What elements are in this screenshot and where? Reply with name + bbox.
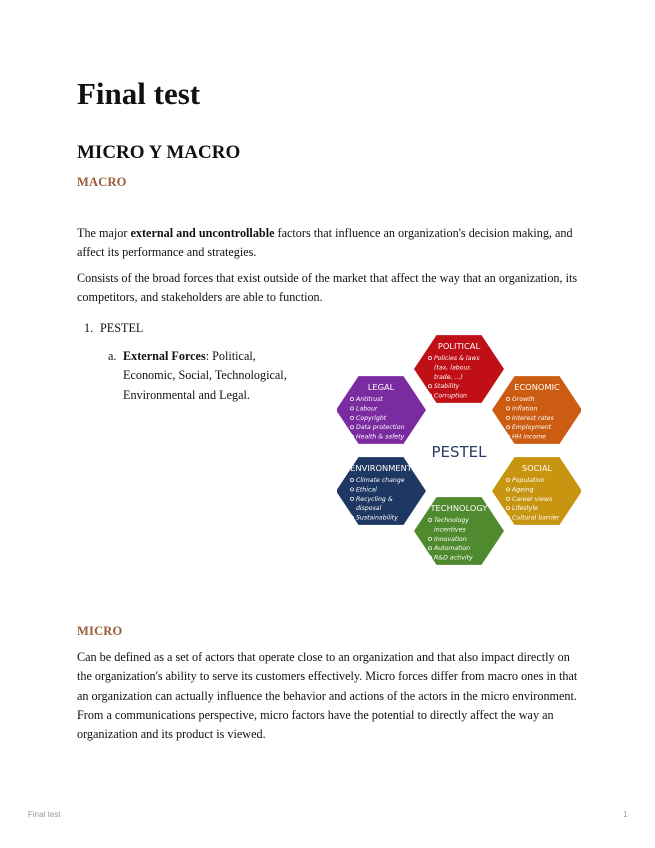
pestel-item-social: Career views xyxy=(512,495,553,503)
pestel-item-political: trade, ...) xyxy=(434,373,463,381)
macro-p1-text: The major xyxy=(77,226,131,240)
macro-p1-text-end: factors that influence an organization's decision making, and affect its performance and strategies. xyxy=(77,226,573,260)
list-item-text: PESTEL xyxy=(100,321,144,335)
pestel-item-technology: R&D activity xyxy=(434,554,473,562)
pestel-hex-title-technology: TECHNOLOGY xyxy=(430,503,488,513)
pestel-item-legal: Health & safety xyxy=(356,433,405,441)
pestel-hex-technology xyxy=(414,497,504,565)
bullet-icon xyxy=(350,516,353,519)
footer-title: Final test xyxy=(28,810,61,819)
section-title: MICRO Y MACRO xyxy=(77,142,241,163)
pestel-item-social: Lifestyle xyxy=(512,505,538,513)
pestel-item-legal: Data protection xyxy=(356,424,405,432)
pestel-hex-title-social: SOCIAL xyxy=(521,463,553,473)
pestel-item-political: Policies & laws xyxy=(434,355,480,362)
list-number: 1. xyxy=(84,321,94,335)
sublist-text xyxy=(108,347,303,405)
macro-heading: MACRO xyxy=(77,175,127,189)
macro-paragraph-1 xyxy=(77,224,587,263)
macro-p1-bold: external and uncontrollable xyxy=(130,226,275,240)
pestel-item-economic: HH income xyxy=(512,433,546,441)
pestel-hex-title-economic: ECONOMIC xyxy=(514,382,560,392)
micro-paragraph: Can be defined as a set of actors that operate close to an organization and that also impact directly on the organization's ability to serve its customers effectively. Micro forces differ from macro ones in that an organization can actually influence the behavior and actions of the actors in the micro environment. From a communications perspective, micro factors have the potential to directly affect the way an organization and its product is viewed. xyxy=(77,650,578,742)
sublist-bold: External Forces xyxy=(123,349,206,363)
pestel-item-legal: Labour xyxy=(356,405,378,413)
sublist-rest: : Political, Economic, Social, Technological, Environmental and Legal. xyxy=(123,349,287,402)
pestel-item-economic: Growth xyxy=(512,396,535,403)
list-item-pestel xyxy=(84,319,143,338)
bullet-icon xyxy=(350,435,353,438)
pestel-item-social: Ageing xyxy=(512,486,534,494)
macro-paragraph-2: Consists of the broad forces that exist outside of the market that affect the way that an organization, its competitors, and stakeholders are able to function. xyxy=(77,271,578,305)
pestel-item-environment: Sustainability xyxy=(356,514,398,522)
pestel-item-technology: Innovation xyxy=(434,535,467,543)
pestel-item-technology: Technology xyxy=(434,517,469,524)
pestel-hex-title-political: POLITICAL xyxy=(437,341,481,351)
bullet-icon xyxy=(506,435,509,438)
pestel-item-environment: Climate change xyxy=(356,477,405,484)
pestel-hex-title-environment: ENVIRONMENT xyxy=(350,463,412,473)
pestel-hex-legal xyxy=(337,376,426,444)
pestel-center-label: PESTEL xyxy=(431,443,487,461)
pestel-item-social: Population xyxy=(512,477,545,484)
pestel-item-environment: Ethical xyxy=(356,486,377,494)
sublist-item-external-forces xyxy=(108,347,303,405)
pestel-item-environment: Recycling & xyxy=(356,495,393,503)
document-title: Final test xyxy=(77,76,201,111)
micro-heading: MICRO xyxy=(77,624,123,638)
pestel-item-legal: Antitrust xyxy=(356,396,383,403)
pestel-item-political: Corruption xyxy=(434,392,467,400)
bullet-icon xyxy=(506,516,509,519)
pestel-hex-environment xyxy=(337,457,426,525)
bullet-icon xyxy=(428,556,431,559)
pestel-hex-economic xyxy=(492,376,581,444)
pestel-hex-social xyxy=(492,457,581,525)
pestel-item-political: Stability xyxy=(434,383,460,391)
pestel-item-legal: Copyright xyxy=(356,414,387,422)
pestel-item-social: Cultural barrier xyxy=(512,514,560,522)
pestel-item-technology: incentives xyxy=(434,526,466,534)
footer-page-number: 1 xyxy=(623,810,628,819)
pestel-item-economic: Interest rates xyxy=(512,414,554,422)
pestel-item-technology: Automation xyxy=(434,545,471,553)
pestel-item-economic: Inflation xyxy=(512,405,538,413)
pestel-hex-political xyxy=(414,335,504,403)
pestel-item-political: (tax, labour, xyxy=(434,364,472,372)
bullet-icon xyxy=(428,394,431,397)
pestel-item-economic: Employment xyxy=(512,424,552,432)
pestel-diagram xyxy=(337,330,581,572)
pestel-item-environment: disposal xyxy=(356,505,382,513)
sublist-letter: a. xyxy=(108,349,117,363)
pestel-hex-title-legal: LEGAL xyxy=(367,382,395,392)
